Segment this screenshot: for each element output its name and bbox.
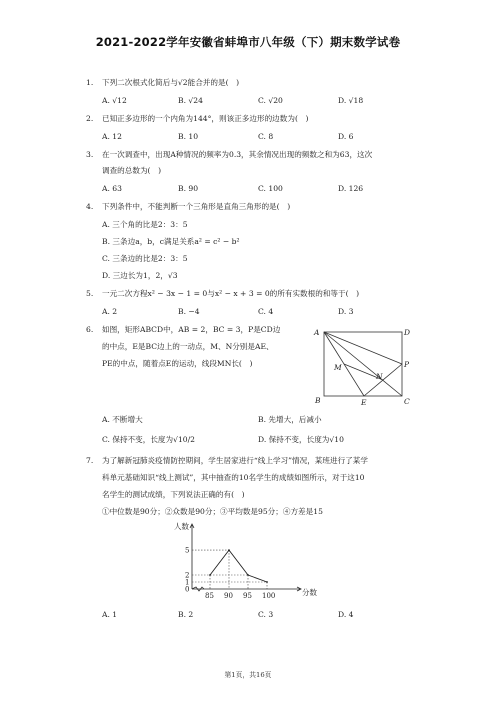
q3-option-d: D. 126 [338,184,364,193]
q3-number: 3. [86,150,94,159]
q4-option-b: B. 三条边a，b，c满足关系a² = c² − b² [102,237,240,246]
q1-number: 1. [86,78,94,87]
series-line [210,550,267,582]
q7-stem-line1: 为了解新冠肺炎疫情防控期间，学生居家进行“线上学习”情况，某班进行了某学 [102,456,368,465]
q3-stem-line1: 在一次调查中，出现A种情况的频率为0.3，其余情况出现的频数之和为63，这次 [102,150,373,159]
q2-number: 2. [86,114,94,123]
q3-stem-line2: 调查的总数为( ) [102,166,162,175]
q1-option-d: D. √18 [338,96,364,105]
q6-option-a: A. 不断增大 [102,415,143,424]
q5-option-c: C. 4 [258,307,274,316]
q7-stem-line2: 科单元基础知识“线上测试”，其中抽查的10名学生的成绩如图所示，对于这10 [102,473,365,482]
q7-option-c: C. 3 [258,610,274,619]
q6-stem-line2: 的中点，E是BC边上的一动点，M、N分别是AE、 [102,342,274,351]
page-title: 2021-2022学年安徽省蚌埠市八年级（下）期末数学试卷 [95,35,401,49]
label-a: A [314,328,320,337]
label-m: M [334,363,342,372]
q2-stem: 已知正多边形的一个内角为144°，则该正多边形的边数为( ) [102,114,309,123]
q7-option-a: A. 1 [102,610,118,619]
y-tick-label-0: 0 [185,585,190,594]
data-point-85 [209,574,211,576]
q7-stem-line3: 名学生的测试成绩，下列说法正确的有( ) [102,490,245,499]
q7-option-b: B. 2 [178,610,194,619]
x-tick-label-90: 90 [224,592,233,599]
rectangle-figure [312,324,422,406]
segment-ap [324,332,402,364]
q2-option-d: D. 6 [338,132,354,141]
q3-option-c: C. 100 [258,184,283,193]
q5-option-b: B. −4 [178,307,200,316]
data-point-100 [266,581,268,583]
label-b: B [315,396,321,405]
q1-stem: 下列二次根式化简后与√2能合并的是( ) [102,78,240,87]
q1-option-b: B. √24 [178,96,203,105]
label-p: P [404,360,410,369]
q4-option-c: C. 三条边的比是2：3：5 [102,254,188,263]
label-d: D [404,328,411,337]
page-footer: 第1页，共16页 [224,671,272,679]
label-n: N [376,372,383,381]
q5-option-a: A. 2 [102,307,118,316]
x-tick-label-100: 100 [262,592,276,599]
score-line-chart [170,519,330,599]
x-tick-label-95: 95 [243,592,252,599]
q6-stem-line3: PE的中点，随着点E的运动，线段MN长( ) [102,359,253,368]
label-e: E [361,398,367,406]
q6-option-b: B. 先增大，后减小 [258,415,322,424]
q1-option-a: A. √12 [102,96,127,105]
q4-stem: 下列条件中，不能判断一个三角形是直角三角形的是( ) [102,202,291,211]
q5-number: 5. [86,289,94,298]
q3-option-b: B. 90 [178,184,199,193]
y-axis-label: 人数 [174,522,189,531]
y-tick-label-2: 2 [185,571,190,580]
q3-option-a: A. 63 [102,184,122,193]
q2-option-c: C. 8 [258,132,274,141]
q7-number: 7. [86,456,94,465]
q2-option-b: B. 10 [178,132,199,141]
q4-option-d: D. 三边长为1，2，√3 [102,271,178,280]
q6-stem-line1: 如图，矩形ABCD中，AB = 2，BC = 3，P是CD边 [102,325,281,334]
q5-stem: 一元二次方程x² − 3x − 1 = 0与x² − x + 3 = 0的所有实数根的和等于( ) [102,289,360,298]
data-point-90 [228,549,230,551]
data-point-95 [247,574,249,576]
q4-number: 4. [86,202,94,211]
x-tick-label-85: 85 [205,592,214,599]
q1-option-c: C. √20 [258,96,283,105]
q2-option-a: A. 12 [102,132,122,141]
y-tick-label-5: 5 [185,546,190,555]
q6-option-d: D. 保持不变，长度为√10 [258,435,344,444]
q7-stem-line4: ①中位数是90分；②众数是90分；③平均数是95分；④方差是15 [102,507,323,516]
q6-option-c: C. 保持不变，长度为√10/2 [102,435,196,444]
q4-option-a: A. 三个角的比是2：3：5 [102,220,188,229]
q6-number: 6. [86,325,94,334]
x-axis-label: 分数 [302,588,317,597]
q5-option-d: D. 3 [338,307,354,316]
y-tick-label-1: 1 [185,578,190,587]
label-c: C [404,397,410,406]
q7-option-d: D. 4 [338,610,354,619]
